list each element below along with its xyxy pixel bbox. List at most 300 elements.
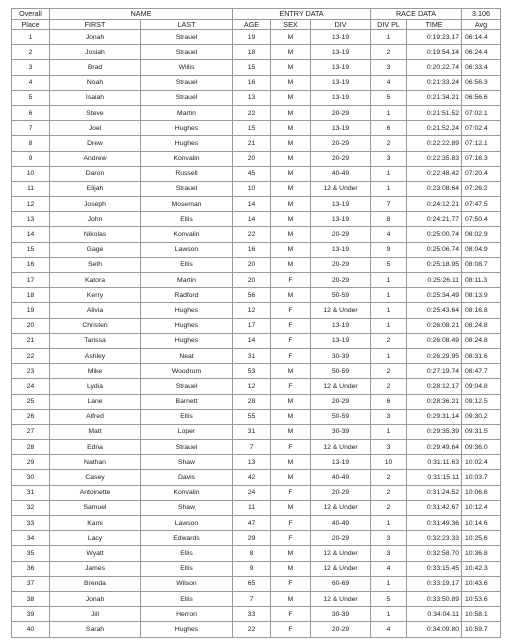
- avg-pace-cell: 07:02.4: [462, 121, 501, 136]
- overall-place-cell: 1: [12, 30, 50, 45]
- age-cell: 47: [233, 516, 271, 531]
- age-cell: 55: [233, 409, 271, 424]
- overall-place-cell: 38: [12, 591, 50, 606]
- sex-cell: F: [271, 622, 311, 637]
- overall-place-cell: 17: [12, 273, 50, 288]
- avg-pace-cell: 09:30.2: [462, 409, 501, 424]
- division-place-cell: 5: [371, 90, 407, 105]
- table-row: [12, 151, 501, 166]
- division-cell: 13-19: [311, 90, 371, 105]
- avg-header-top: 3.106: [462, 9, 501, 20]
- last-name-cell: Neat: [141, 348, 233, 363]
- division-cell: 12 & Under: [311, 591, 371, 606]
- overall-place-cell: 5: [12, 90, 50, 105]
- division-cell: 13-19: [311, 212, 371, 227]
- first-name-cell: Seth: [50, 257, 141, 272]
- division-cell: 20-29: [311, 273, 371, 288]
- avg-pace-cell: 09:36.0: [462, 440, 501, 455]
- first-name-cell: Samuel: [50, 500, 141, 515]
- age-cell: 22: [233, 227, 271, 242]
- avg-pace-cell: 08:04.9: [462, 242, 501, 257]
- division-place-cell: 5: [371, 257, 407, 272]
- first-name-cell: Tarissa: [50, 333, 141, 348]
- overall-place-cell: 24: [12, 379, 50, 394]
- overall-place-cell: 9: [12, 151, 50, 166]
- last-name-cell: Loper: [141, 424, 233, 439]
- time-cell: 0:25:00.74: [407, 227, 462, 242]
- division-cell: 13-19: [311, 333, 371, 348]
- table-row: [12, 500, 501, 515]
- age-cell: 29: [233, 531, 271, 546]
- sex-cell: F: [271, 348, 311, 363]
- division-cell: 50-59: [311, 288, 371, 303]
- division-place-cell: 1: [371, 166, 407, 181]
- sex-cell: M: [271, 45, 311, 60]
- first-name-cell: Jonah: [50, 591, 141, 606]
- time-cell: 0:21:51.52: [407, 105, 462, 120]
- division-place-cell: 4: [371, 227, 407, 242]
- time-cell: 0:33:50.89: [407, 591, 462, 606]
- last-name-cell: Martin: [141, 273, 233, 288]
- time-cell: 0:29:49.64: [407, 440, 462, 455]
- table-row: [12, 197, 501, 212]
- division-place-header: DIV PL: [371, 19, 407, 30]
- table-row: [12, 227, 501, 242]
- avg-pace-cell: 07:16.3: [462, 151, 501, 166]
- division-place-cell: 1: [371, 303, 407, 318]
- sex-cell: M: [271, 151, 311, 166]
- division-place-cell: 1: [371, 181, 407, 196]
- table-row: [12, 348, 501, 363]
- overall-place-cell: 27: [12, 424, 50, 439]
- table-row: [12, 273, 501, 288]
- age-cell: 45: [233, 166, 271, 181]
- age-cell: 20: [233, 273, 271, 288]
- age-cell: 28: [233, 394, 271, 409]
- avg-pace-cell: 10:12.4: [462, 500, 501, 515]
- first-name-cell: Isaiah: [50, 90, 141, 105]
- avg-pace-cell: 08:24.8: [462, 333, 501, 348]
- sex-cell: M: [271, 75, 311, 90]
- age-cell: 31: [233, 348, 271, 363]
- first-name-cell: Elijah: [50, 181, 141, 196]
- sex-cell: M: [271, 181, 311, 196]
- division-place-cell: 2: [371, 470, 407, 485]
- age-cell: 16: [233, 242, 271, 257]
- last-name-cell: Hughes: [141, 303, 233, 318]
- sex-cell: M: [271, 212, 311, 227]
- avg-pace-cell: 10:53.6: [462, 591, 501, 606]
- last-name-cell: Konvalin: [141, 485, 233, 500]
- sex-cell: M: [271, 546, 311, 561]
- avg-pace-cell: 08:47.7: [462, 364, 501, 379]
- avg-pace-cell: 08:13.9: [462, 288, 501, 303]
- age-cell: 19: [233, 30, 271, 45]
- time-cell: 0:22:48.42: [407, 166, 462, 181]
- division-cell: 12 & Under: [311, 546, 371, 561]
- time-cell: 0:31:49.36: [407, 516, 462, 531]
- overall-place-cell: 13: [12, 212, 50, 227]
- sex-cell: M: [271, 364, 311, 379]
- table-row: [12, 364, 501, 379]
- division-place-cell: 6: [371, 394, 407, 409]
- division-place-cell: 2: [371, 485, 407, 500]
- last-name-cell: Konvalin: [141, 227, 233, 242]
- division-cell: 13-19: [311, 197, 371, 212]
- table-row: [12, 75, 501, 90]
- division-cell: 13-19: [311, 75, 371, 90]
- time-cell: 0:19:54.14: [407, 45, 462, 60]
- last-name-cell: Hughes: [141, 121, 233, 136]
- division-cell: 20-29: [311, 105, 371, 120]
- first-name-cell: Steve: [50, 105, 141, 120]
- first-name-header: FIRST: [50, 19, 141, 30]
- overall-place-cell: 40: [12, 622, 50, 637]
- division-place-cell: 8: [371, 212, 407, 227]
- sex-cell: F: [271, 531, 311, 546]
- time-cell: 0:23:08.64: [407, 181, 462, 196]
- header-group-row: [12, 9, 501, 20]
- age-cell: 20: [233, 151, 271, 166]
- overall-place-cell: 11: [12, 181, 50, 196]
- table-row: [12, 318, 501, 333]
- first-name-cell: Lane: [50, 394, 141, 409]
- age-cell: 12: [233, 379, 271, 394]
- overall-place-cell: 14: [12, 227, 50, 242]
- avg-pace-cell: 06:24.4: [462, 45, 501, 60]
- table-row: [12, 546, 501, 561]
- last-name-cell: Martin: [141, 105, 233, 120]
- first-name-cell: Josiah: [50, 45, 141, 60]
- table-row: [12, 121, 501, 136]
- table-row: [12, 622, 501, 637]
- time-cell: 0:22:35.83: [407, 151, 462, 166]
- division-cell: 40-49: [311, 470, 371, 485]
- avg-pace-cell: 08:02.9: [462, 227, 501, 242]
- first-name-cell: Wyatt: [50, 546, 141, 561]
- avg-pace-cell: 07:20.4: [462, 166, 501, 181]
- first-name-cell: Matt: [50, 424, 141, 439]
- table-row: [12, 105, 501, 120]
- first-name-cell: Mike: [50, 364, 141, 379]
- age-cell: 65: [233, 576, 271, 591]
- results-body: [12, 30, 501, 638]
- division-place-cell: 3: [371, 409, 407, 424]
- sex-cell: F: [271, 303, 311, 318]
- time-cell: 0:31:24.52: [407, 485, 462, 500]
- time-cell: 0:26:08.49: [407, 333, 462, 348]
- division-cell: 13-19: [311, 121, 371, 136]
- avg-pace-cell: 08:24.8: [462, 318, 501, 333]
- division-cell: 20-29: [311, 485, 371, 500]
- sex-cell: M: [271, 30, 311, 45]
- last-name-cell: Ellis: [141, 409, 233, 424]
- division-place-cell: 2: [371, 379, 407, 394]
- division-place-cell: 1: [371, 273, 407, 288]
- sex-cell: F: [271, 485, 311, 500]
- age-cell: 11: [233, 500, 271, 515]
- time-cell: 0:24:21.77: [407, 212, 462, 227]
- division-place-cell: 1: [371, 424, 407, 439]
- division-cell: 13-19: [311, 45, 371, 60]
- time-cell: 0:33:19.17: [407, 576, 462, 591]
- sex-cell: M: [271, 409, 311, 424]
- name-group-header: NAME: [50, 9, 233, 20]
- age-cell: 56: [233, 288, 271, 303]
- sex-header: SEX: [271, 19, 311, 30]
- age-cell: 20: [233, 257, 271, 272]
- sex-cell: M: [271, 591, 311, 606]
- time-cell: 0:21:52.24: [407, 121, 462, 136]
- avg-pace-cell: 08:31.6: [462, 348, 501, 363]
- last-name-cell: Wilson: [141, 576, 233, 591]
- overall-place-cell: 33: [12, 516, 50, 531]
- overall-place-cell: 21: [12, 333, 50, 348]
- division-cell: 50-59: [311, 409, 371, 424]
- age-cell: 53: [233, 364, 271, 379]
- table-row: [12, 485, 501, 500]
- avg-pace-cell: 10:36.8: [462, 546, 501, 561]
- division-cell: 13-19: [311, 30, 371, 45]
- avg-header-bottom: Avg: [462, 19, 501, 30]
- last-name-cell: Edwards: [141, 531, 233, 546]
- avg-pace-cell: 06:56.3: [462, 75, 501, 90]
- sex-cell: M: [271, 455, 311, 470]
- division-header: DIV: [311, 19, 371, 30]
- age-cell: 24: [233, 485, 271, 500]
- age-cell: 17: [233, 318, 271, 333]
- age-cell: 31: [233, 424, 271, 439]
- last-name-cell: Strauel: [141, 440, 233, 455]
- table-row: [12, 516, 501, 531]
- division-cell: 20-29: [311, 136, 371, 151]
- last-name-cell: Strauel: [141, 379, 233, 394]
- avg-pace-cell: 10:43.6: [462, 576, 501, 591]
- last-name-cell: Shaw: [141, 500, 233, 515]
- age-cell: 12: [233, 303, 271, 318]
- age-cell: 33: [233, 607, 271, 622]
- first-name-cell: Casey: [50, 470, 141, 485]
- sex-cell: M: [271, 197, 311, 212]
- time-cell: 0:31:15.11: [407, 470, 462, 485]
- division-place-cell: 2: [371, 45, 407, 60]
- table-row: [12, 576, 501, 591]
- division-cell: 13-19: [311, 242, 371, 257]
- sex-cell: F: [271, 440, 311, 455]
- division-cell: 12 & Under: [311, 440, 371, 455]
- division-place-cell: 3: [371, 60, 407, 75]
- division-place-cell: 9: [371, 242, 407, 257]
- age-cell: 7: [233, 591, 271, 606]
- last-name-cell: Ellis: [141, 591, 233, 606]
- table-row: [12, 90, 501, 105]
- division-cell: 20-29: [311, 227, 371, 242]
- division-place-cell: 4: [371, 622, 407, 637]
- table-row: [12, 409, 501, 424]
- first-name-cell: John: [50, 212, 141, 227]
- avg-pace-cell: 06:33.4: [462, 60, 501, 75]
- division-place-cell: 1: [371, 516, 407, 531]
- time-cell: 0:29:35.39: [407, 424, 462, 439]
- last-name-cell: Strauel: [141, 75, 233, 90]
- overall-place-cell: 26: [12, 409, 50, 424]
- age-cell: 7: [233, 440, 271, 455]
- division-cell: 40-49: [311, 516, 371, 531]
- overall-place-cell: 22: [12, 348, 50, 363]
- header-column-row: [12, 19, 501, 30]
- last-name-cell: Herron: [141, 607, 233, 622]
- last-name-cell: Lawson: [141, 516, 233, 531]
- table-row: [12, 333, 501, 348]
- time-cell: 0:26:08.21: [407, 318, 462, 333]
- time-cell: 0:31:11.63: [407, 455, 462, 470]
- sex-cell: F: [271, 516, 311, 531]
- division-cell: 12 & Under: [311, 500, 371, 515]
- first-name-cell: Alivia: [50, 303, 141, 318]
- time-cell: 0:34:04.11: [407, 607, 462, 622]
- division-cell: 20-29: [311, 257, 371, 272]
- division-place-cell: 4: [371, 561, 407, 576]
- division-place-cell: 2: [371, 136, 407, 151]
- last-name-cell: Strauel: [141, 90, 233, 105]
- age-cell: 9: [233, 561, 271, 576]
- time-cell: 0:25:43.64: [407, 303, 462, 318]
- division-place-cell: 3: [371, 546, 407, 561]
- age-header: AGE: [233, 19, 271, 30]
- avg-pace-cell: 07:12.1: [462, 136, 501, 151]
- overall-place-cell: 7: [12, 121, 50, 136]
- table-row: [12, 181, 501, 196]
- first-name-cell: Christen: [50, 318, 141, 333]
- first-name-cell: Alfred: [50, 409, 141, 424]
- division-cell: 20-29: [311, 151, 371, 166]
- avg-pace-cell: 10:03.7: [462, 470, 501, 485]
- division-cell: 30-39: [311, 607, 371, 622]
- avg-pace-cell: 10:06.6: [462, 485, 501, 500]
- overall-place-cell: 4: [12, 75, 50, 90]
- avg-pace-cell: 07:50.4: [462, 212, 501, 227]
- table-row: [12, 242, 501, 257]
- avg-pace-cell: 07:02.1: [462, 105, 501, 120]
- overall-place-cell: 3: [12, 60, 50, 75]
- time-cell: 0:33:15.45: [407, 561, 462, 576]
- age-cell: 14: [233, 197, 271, 212]
- division-place-cell: 1: [371, 105, 407, 120]
- sex-cell: M: [271, 424, 311, 439]
- age-cell: 14: [233, 212, 271, 227]
- first-name-cell: Joseph: [50, 197, 141, 212]
- table-row: [12, 212, 501, 227]
- overall-place-cell: 35: [12, 546, 50, 561]
- time-cell: 0:19:23.17: [407, 30, 462, 45]
- division-place-cell: 1: [371, 348, 407, 363]
- sex-cell: F: [271, 576, 311, 591]
- division-place-cell: 2: [371, 500, 407, 515]
- table-row: [12, 470, 501, 485]
- last-name-cell: Ellis: [141, 561, 233, 576]
- division-place-cell: 2: [371, 364, 407, 379]
- division-cell: 20-29: [311, 394, 371, 409]
- division-place-cell: 1: [371, 288, 407, 303]
- last-name-cell: Russell: [141, 166, 233, 181]
- overall-place-cell: 8: [12, 136, 50, 151]
- overall-place-cell: 28: [12, 440, 50, 455]
- division-place-cell: 2: [371, 333, 407, 348]
- division-place-cell: 3: [371, 151, 407, 166]
- division-cell: 12 & Under: [311, 303, 371, 318]
- time-cell: 0:29:31.14: [407, 409, 462, 424]
- time-cell: 0:34:09.80: [407, 622, 462, 637]
- avg-pace-cell: 09:04.8: [462, 379, 501, 394]
- table-row: [12, 440, 501, 455]
- division-place-cell: 7: [371, 197, 407, 212]
- sex-cell: F: [271, 379, 311, 394]
- sex-cell: M: [271, 242, 311, 257]
- sex-cell: M: [271, 288, 311, 303]
- avg-pace-cell: 09:31.5: [462, 424, 501, 439]
- division-place-cell: 1: [371, 607, 407, 622]
- sex-cell: M: [271, 394, 311, 409]
- table-row: [12, 531, 501, 546]
- sex-cell: F: [271, 318, 311, 333]
- avg-pace-cell: 07:47.5: [462, 197, 501, 212]
- sex-cell: M: [271, 227, 311, 242]
- time-cell: 0:25:26.11: [407, 273, 462, 288]
- overall-place-cell: 6: [12, 105, 50, 120]
- avg-pace-cell: 10:42.3: [462, 561, 501, 576]
- race-data-group-header: RACE DATA: [371, 9, 462, 20]
- avg-pace-cell: 10:25.6: [462, 531, 501, 546]
- table-row: [12, 591, 501, 606]
- last-name-cell: Woodrum: [141, 364, 233, 379]
- division-cell: 30-39: [311, 424, 371, 439]
- first-name-cell: Joel: [50, 121, 141, 136]
- overall-place-cell: 23: [12, 364, 50, 379]
- table-row: [12, 45, 501, 60]
- age-cell: 13: [233, 455, 271, 470]
- time-cell: 0:21:33.24: [407, 75, 462, 90]
- age-cell: 16: [233, 75, 271, 90]
- sex-cell: M: [271, 90, 311, 105]
- division-place-cell: 1: [371, 30, 407, 45]
- table-row: [12, 257, 501, 272]
- first-name-cell: Ashley: [50, 348, 141, 363]
- last-name-cell: Strauel: [141, 45, 233, 60]
- division-place-cell: 1: [371, 318, 407, 333]
- sex-cell: M: [271, 500, 311, 515]
- last-name-cell: Ellis: [141, 257, 233, 272]
- avg-pace-cell: 09:12.5: [462, 394, 501, 409]
- first-name-cell: Lacy: [50, 531, 141, 546]
- table-row: [12, 303, 501, 318]
- table-row: [12, 394, 501, 409]
- overall-place-cell: 29: [12, 455, 50, 470]
- first-name-cell: Jonah: [50, 30, 141, 45]
- first-name-cell: Nikolas: [50, 227, 141, 242]
- first-name-cell: Andrew: [50, 151, 141, 166]
- division-cell: 20-29: [311, 531, 371, 546]
- avg-pace-cell: 06:56.6: [462, 90, 501, 105]
- last-name-cell: Hughes: [141, 333, 233, 348]
- time-cell: 0:28:36.21: [407, 394, 462, 409]
- division-cell: 60-69: [311, 576, 371, 591]
- avg-pace-cell: 10:58.1: [462, 607, 501, 622]
- first-name-cell: Kami: [50, 516, 141, 531]
- sex-cell: M: [271, 561, 311, 576]
- division-cell: 20-29: [311, 622, 371, 637]
- last-name-cell: Hughes: [141, 136, 233, 151]
- time-cell: 0:25:06.74: [407, 242, 462, 257]
